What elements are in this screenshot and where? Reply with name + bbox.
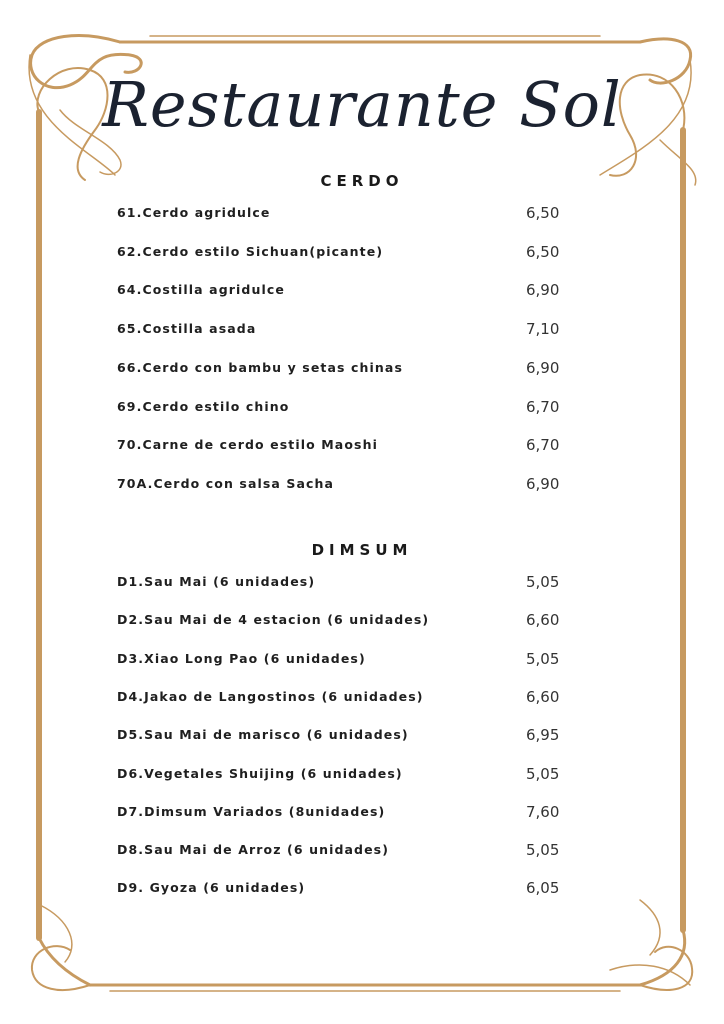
menu-item-price: 6,50 — [526, 204, 560, 222]
menu-item-name: 69.Cerdo estilo chino — [117, 398, 290, 414]
menu-item-price: 6,90 — [526, 281, 560, 300]
menu-item-name: D4.Jakao de Langostinos (6 unidades) — [117, 688, 424, 704]
menu-item-name: D7.Dimsum Variados (8unidades) — [117, 803, 386, 819]
menu-item-price: 5,05 — [526, 841, 560, 860]
menu-item-name: D2.Sau Mai de 4 estacion (6 unidades) — [117, 612, 430, 628]
menu-item-name: D5.Sau Mai de marisco (6 unidades) — [117, 727, 409, 743]
menu-item-price: 6,70 — [526, 397, 560, 416]
menu-item-price: 7,10 — [526, 320, 560, 339]
menu-item-price: 5,05 — [526, 649, 560, 668]
section-heading: DIMSUM — [311, 541, 413, 559]
menu-item-name: 70A.Cerdo con salsa Sacha — [117, 475, 335, 491]
menu-item-price: 5,05 — [526, 573, 560, 591]
menu-item-price: 6,95 — [526, 726, 560, 745]
menu-item-name: D8.Sau Mai de Arroz (6 unidades) — [117, 842, 390, 858]
menu-item-price: 5,05 — [526, 764, 560, 783]
menu-item-price: 6,60 — [526, 687, 560, 706]
restaurant-title: Restaurante Sol — [102, 68, 622, 141]
menu-item-price: 7,60 — [526, 802, 560, 821]
menu-item-name: 66.Cerdo con bambu y setas chinas — [117, 359, 403, 375]
menu-item-name: 64.Costilla agridulce — [117, 282, 285, 298]
menu-item-price: 6,70 — [526, 436, 560, 455]
menu-item-price: 6,05 — [526, 879, 560, 898]
menu-item-name: D1.Sau Mai (6 unidades) — [117, 574, 316, 589]
menu-item-price: 6,60 — [526, 611, 560, 630]
menu-item-price: 6,90 — [526, 474, 560, 493]
menu-item-name: 65.Costilla asada — [117, 321, 257, 337]
menu-item-name: D9. Gyoza (6 unidades) — [117, 880, 306, 896]
menu-item-price: 6,50 — [526, 242, 560, 261]
section-heading: CERDO — [320, 172, 404, 190]
menu-item-price: 6,90 — [526, 358, 560, 377]
menu-item-name: D6.Vegetales Shuijing (6 unidades) — [117, 765, 403, 781]
menu-item-name: 62.Cerdo estilo Sichuan(picante) — [117, 243, 384, 259]
menu-item-name: 70.Carne de cerdo estilo Maoshi — [117, 437, 378, 453]
menu-item-name: 61.Cerdo agridulce — [117, 205, 271, 220]
menu-item-name: D3.Xiao Long Pao (6 unidades) — [117, 650, 366, 666]
